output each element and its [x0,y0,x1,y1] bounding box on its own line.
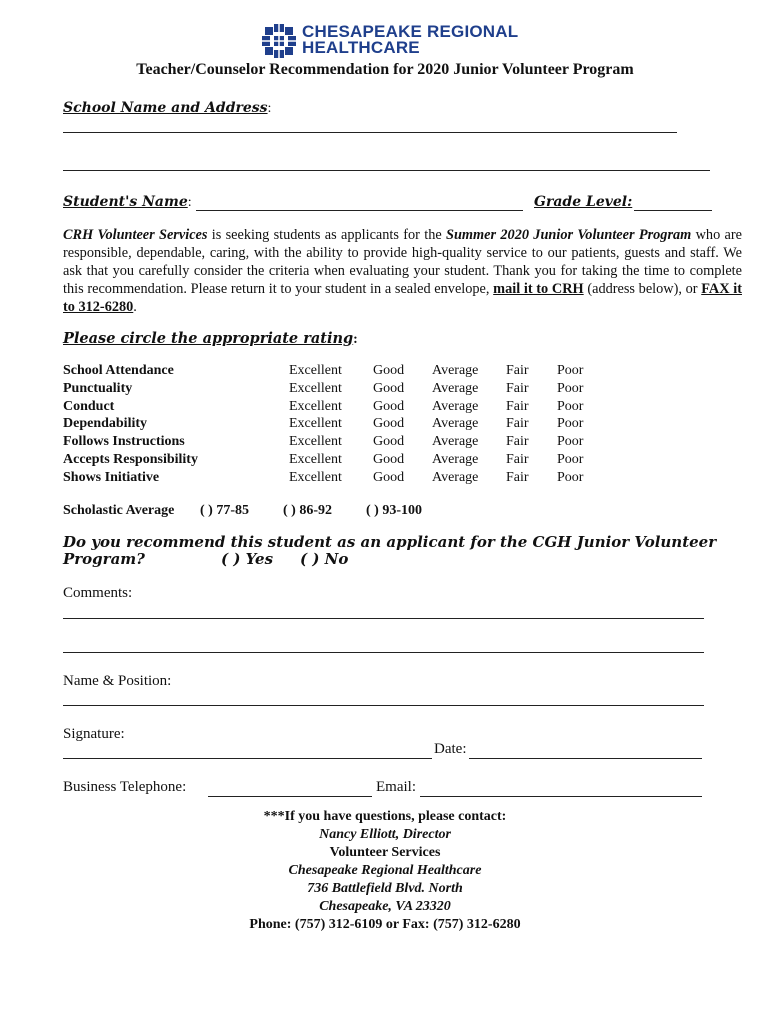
rating-average[interactable]: Average [432,470,479,485]
rating-fair[interactable]: Fair [506,399,529,414]
rating-heading-colon: : [353,332,358,347]
business-phone-field[interactable] [208,796,372,797]
rating-good[interactable]: Good [373,452,405,467]
rating-good[interactable]: Good [373,363,405,378]
logo-line2: HEALTHCARE [302,38,420,57]
rating-good[interactable]: Good [373,399,405,414]
rating-average[interactable]: Average [432,416,479,431]
comments-label: Comments: [63,585,133,601]
rating-poor[interactable]: Poor [557,399,584,414]
rating-good[interactable]: Good [373,434,405,449]
school-heading [63,99,271,117]
rating-excellent[interactable]: Excellent [289,452,342,467]
name-position-label: Name & Position: [63,673,172,689]
logo [262,22,522,62]
rating-fair[interactable]: Fair [506,470,529,485]
criterion-label: Dependability [63,416,148,431]
criterion-label: School Attendance [63,363,174,378]
student-name-colon: : [187,195,192,210]
scholastic-label: Scholastic Average [63,503,175,518]
rating-poor[interactable]: Poor [557,381,584,396]
intro-text-3: (address below), or [583,281,702,297]
school-colon: : [267,101,272,116]
contact-department: Volunteer Services [329,845,441,860]
intro-fax: FAX it to 312-6280 [63,281,742,315]
criterion-label: Punctuality [63,381,133,396]
grade-level-heading [534,193,632,211]
rating-poor[interactable]: Poor [557,363,584,378]
rating-heading [63,330,358,348]
date-field[interactable] [469,758,702,759]
intro-mail: mail it to CRH [493,281,584,297]
scholastic-option-77-85[interactable]: ( ) 77-85 [200,503,249,518]
rating-poor[interactable]: Poor [557,434,584,449]
logo-text [302,24,518,56]
school-label: School Name and Address [63,100,268,116]
rating-fair[interactable]: Fair [506,434,529,449]
recommend-question [63,534,743,568]
rating-average[interactable]: Average [432,434,479,449]
contact-name: Nancy Elliott, Director [319,827,451,842]
school-line-2[interactable] [63,170,710,171]
name-position-field[interactable] [63,705,704,706]
criterion-label: Accepts Responsibility [63,452,198,467]
recommend-yes-option[interactable]: ( ) Yes [221,550,274,568]
email-label: Email: [376,779,416,795]
intro-text-4: . [133,299,137,315]
contact-city: Chesapeake, VA 23320 [319,899,451,914]
intro-text-2: who are responsible, dependable, caring, with the ability to provide high-quality service to our patients, guests and staff. We ask that you carefully consider the criteria when evaluating your student. Thank you for taking the time to complete this recommendation. Please return it to your student in a sealed envelope, [63,227,742,297]
recommend-question-line1: Do you recommend this student as an applicant for the CGH Junior Volunteer [63,533,717,551]
rating-average[interactable]: Average [432,381,479,396]
student-name-heading [63,193,192,211]
business-phone-label: Business Telephone: [63,779,187,795]
rating-fair[interactable]: Fair [506,363,529,378]
comments-line-1[interactable] [63,618,704,619]
rating-excellent[interactable]: Excellent [289,399,342,414]
student-name-label: Student's Name [63,194,188,210]
signature-field[interactable] [63,758,432,759]
rating-poor[interactable]: Poor [557,452,584,467]
rating-fair[interactable]: Fair [506,452,529,467]
rating-fair[interactable]: Fair [506,381,529,396]
rating-poor[interactable]: Poor [557,470,584,485]
intro-text-1: is seeking students as applicants for the [207,227,447,243]
contact-street: 736 Battlefield Blvd. North [307,881,463,896]
criterion-label: Shows Initiative [63,470,160,485]
recommend-question-line2: Program? [63,550,145,568]
rating-good[interactable]: Good [373,381,405,396]
email-field[interactable] [420,796,702,797]
date-label: Date: [434,741,467,757]
intro-paragraph [63,226,742,316]
intro-program: Summer 2020 Junior Volunteer Program [446,227,692,243]
rating-poor[interactable]: Poor [557,416,584,431]
logo-line1: CHESAPEAKE REGIONAL [302,22,519,41]
comments-line-2[interactable] [63,652,704,653]
student-name-field[interactable] [196,210,523,211]
rating-fair[interactable]: Fair [506,416,529,431]
contact-organization: Chesapeake Regional Healthcare [288,863,482,878]
contact-phone-fax: Phone: (757) 312-6109 or Fax: (757) 312-6280 [249,917,521,932]
rating-average[interactable]: Average [432,363,479,378]
criterion-label: Follows Instructions [63,434,185,449]
rating-average[interactable]: Average [432,399,479,414]
school-line-1[interactable] [63,132,677,133]
rating-excellent[interactable]: Excellent [289,363,342,378]
scholastic-option-86-92[interactable]: ( ) 86-92 [283,503,332,518]
rating-heading-text: Please circle the appropriate rating [63,330,354,347]
rating-excellent[interactable]: Excellent [289,381,342,396]
intro-org: CRH Volunteer Services [63,227,208,243]
grade-level-label: Grade Level: [534,194,633,210]
scholastic-option-93-100[interactable]: ( ) 93-100 [366,503,422,518]
rating-good[interactable]: Good [373,416,405,431]
page-title: Teacher/Counselor Recommendation for 2020 Junior Volunteer Program [136,61,634,78]
rating-excellent[interactable]: Excellent [289,434,342,449]
rating-excellent[interactable]: Excellent [289,470,342,485]
signature-label: Signature: [63,726,125,742]
criterion-label: Conduct [63,399,115,414]
cross-logo-icon [262,24,296,58]
grade-level-field[interactable] [634,210,712,211]
contact-intro: ***If you have questions, please contact: [263,809,507,824]
recommend-no-option[interactable]: ( ) No [300,550,349,568]
rating-average[interactable]: Average [432,452,479,467]
rating-excellent[interactable]: Excellent [289,416,342,431]
rating-good[interactable]: Good [373,470,405,485]
contact-block [0,808,770,934]
